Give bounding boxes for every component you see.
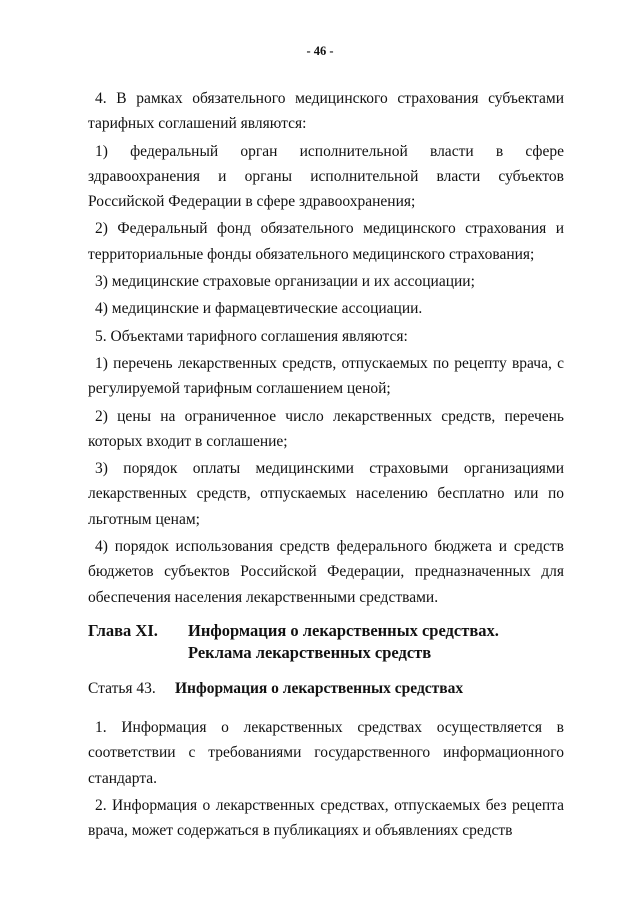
paragraph: 5. Объектами тарифного соглашения являются: bbox=[95, 327, 408, 345]
paragraph: 2) Федеральный фонд обязательного медицинского страхования и территориальные фонды обязательного медицинского страхования; bbox=[88, 220, 564, 263]
paragraph: 4. В рамках обязательного медицинского страхования субъектами тарифных соглашений являются: bbox=[88, 90, 564, 133]
paragraph: 3) медицинские страховые организации и их ассоциации; bbox=[95, 273, 475, 291]
chapter-heading bbox=[88, 620, 564, 664]
paragraph: 2) цены на ограниченное число лекарственных средств, перечень которых входит в соглашение; bbox=[88, 407, 564, 450]
article-label: Статья 43. bbox=[88, 680, 156, 697]
article-body bbox=[88, 715, 564, 843]
chapter-label: Глава XI. bbox=[88, 621, 158, 640]
paragraph: 3) порядок оплаты медицинскими страховыми организациями лекарственных средств, отпускаемых населению бесплатно или по льготным ценам; bbox=[88, 460, 564, 528]
paragraph: 1) перечень лекарственных средств, отпускаемых по рецепту врача, с регулируемой тарифным соглашением ценой; bbox=[88, 354, 564, 398]
paragraph: 4) медицинские и фармацевтические ассоциации. bbox=[95, 300, 423, 318]
article-heading bbox=[88, 678, 564, 700]
paragraph: 1) федеральный орган исполнительной власти в сфере здравоохранения и органы исполнительной власти субъектов Российской Федерации в сфере здравоохранения; bbox=[88, 142, 564, 211]
document-body bbox=[88, 86, 564, 610]
paragraph: 1. Информация о лекарственных средствах осуществляется в соответствии с требованиями государственного информационного стандарта. bbox=[88, 719, 564, 787]
chapter-title bbox=[188, 620, 558, 664]
paragraph: 2. Информация о лекарственных средствах, отпускаемых без рецепта врача, может содержаться в публикациях и объявлениях средств bbox=[88, 796, 564, 840]
article-title: Информация о лекарственных средствах bbox=[175, 680, 464, 697]
paragraph: 4) порядок использования средств федерального бюджета и средств бюджетов субъектов Российской Федерации, предназначенных для обеспечения населения лекарственными средствами. bbox=[88, 538, 564, 606]
chapter-title-line: Информация о лекарственных средствах. bbox=[188, 621, 499, 640]
chapter-title-line: Реклама лекарственных средств bbox=[188, 643, 432, 662]
page-number: - 46 - bbox=[306, 44, 334, 58]
